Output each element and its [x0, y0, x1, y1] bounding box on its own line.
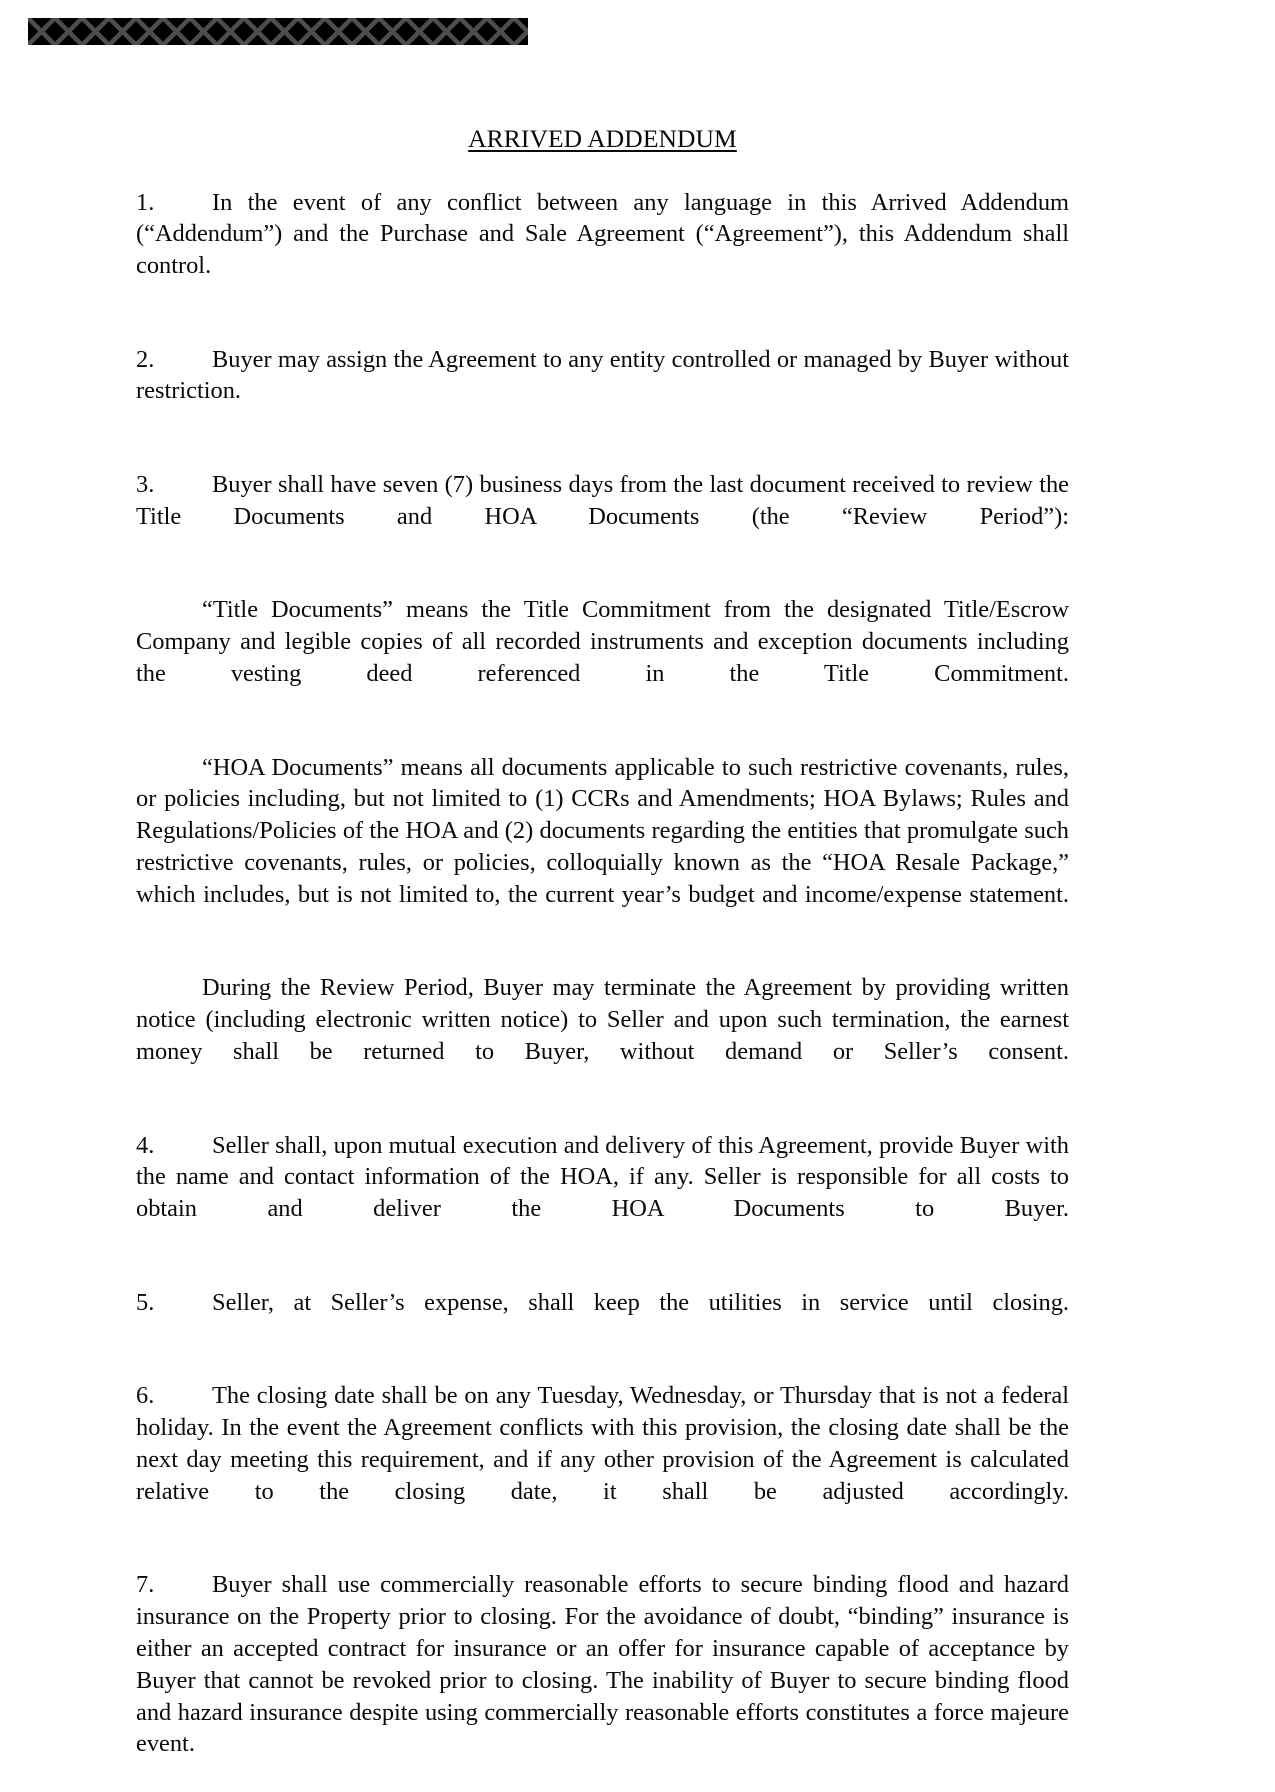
- clause-2-text: Buyer may assign the Agreement to any entity controlled or managed by Buyer without restriction.: [136, 345, 1069, 405]
- page-title: [136, 0, 1069, 152]
- clause-2-number: 2.: [136, 345, 155, 373]
- page-title-text: ARRIVED ADDENDUM: [468, 124, 737, 153]
- clause-3-number: 3.: [136, 471, 155, 499]
- clause-5-text: Seller, at Seller’s expense, shall keep the utilities in service until closing.: [212, 1288, 1069, 1316]
- clause-4: [136, 1100, 1069, 1257]
- subparagraph-title-documents-text: “Title Documents” means the Title Commitment from the designated Title/Escrow Company and legible copies of all recorded instruments and exception documents including the vesting deed referenced in the Title Commitment.: [136, 596, 1069, 688]
- clause-6-text: The closing date shall be on any Tuesday, Wednesday, or Thursday that is not a federal holiday. In the event the Agreement conflicts with this provision, the closing date shall be the next day meeting this requirement, and if any other provision of the Agreement is calculated relative to the closing date, it shall be adjusted accordingly.: [136, 1382, 1069, 1505]
- clause-7-text: Buyer shall use commercially reasonable efforts to secure binding flood and hazard insurance on the Property prior to closing. For the avoidance of doubt, “binding” insurance is either an accepted contract for insurance or an offer for insurance capable of acceptance by Buyer that cannot be revoked prior to closing. The inability of Buyer to secure binding flood and hazard insurance despite using commercially reasonable efforts constitutes a force majeure event.: [136, 1571, 1069, 1758]
- clause-6-number: 6.: [136, 1382, 155, 1410]
- clause-4-text: Seller shall, upon mutual execution and delivery of this Agreement, provide Buyer with the name and contact information of the HOA, if any. Seller is responsible for all costs to obtain and deliver the HOA Documents to Buyer.: [136, 1131, 1069, 1223]
- clause-1-text: In the event of any conflict between any language in this Arrived Addendum (“Addendum”) and the Purchase and Sale Agreement (“Agreement”), this Addendum shall control.: [136, 188, 1069, 280]
- clause-7-number: 7.: [136, 1571, 155, 1599]
- subparagraph-review-period-termination: [136, 942, 1069, 1099]
- clause-5-number: 5.: [136, 1288, 155, 1316]
- clause-1: [136, 152, 1069, 314]
- clause-1-number: 1.: [136, 188, 155, 216]
- subparagraph-title-documents-definition: [136, 564, 1069, 721]
- clause-7: [136, 1539, 1069, 1792]
- clause-6: [136, 1350, 1069, 1539]
- clause-4-number: 4.: [136, 1131, 155, 1159]
- clause-2: [136, 314, 1069, 439]
- clause-3-text: Buyer shall have seven (7) business days from the last document received to review the Title Documents and HOA Documents (the “Review Period”):: [136, 471, 1069, 530]
- subparagraph-hoa-documents-text: “HOA Documents” means all documents applicable to such restrictive covenants, rules, or policies including, but not limited to (1) CCRs and Amendments; HOA Bylaws; Rules and Regulations/Policies of the HOA and (2) documents regarding the entities that promulgate such restrictive covenants, rules, or policies, colloquially known as the “HOA Resale Package,” which includes, but is not limited to, the current year’s budget and income/expense statement.: [136, 753, 1069, 908]
- clause-3: [136, 439, 1069, 564]
- subparagraph-hoa-documents-definition: [136, 722, 1069, 943]
- subparagraph-review-period-text: During the Review Period, Buyer may terminate the Agreement by providing written notice (including electronic written notice) to Seller and upon such termination, the earnest money shall be returned to Buyer, without demand or Seller’s consent.: [136, 974, 1069, 1066]
- clause-5: [136, 1257, 1069, 1351]
